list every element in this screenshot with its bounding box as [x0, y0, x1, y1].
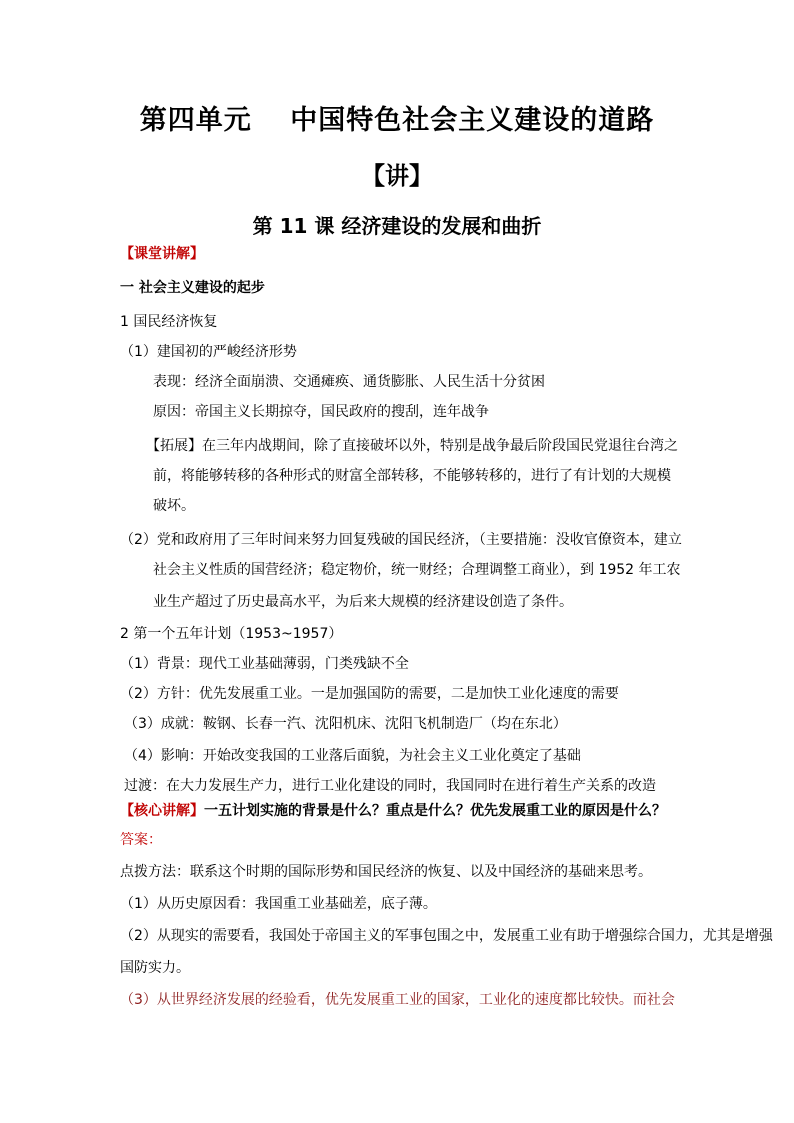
transition-text: 过渡：在大力发展生产力，进行工业化建设的同时，我国同时在进行着生产关系的改造 — [124, 778, 656, 794]
core-explanation-label: 【核心讲解】 — [120, 803, 204, 819]
item-recovery-measures-2: 社会主义性质的国营经济；稳定物价，统一财经；合理调整工商业），到 1952 年工农 — [153, 562, 681, 578]
answer-label: 答案： — [120, 832, 162, 848]
answer-3: （3）从世界经济发展的经验看，优先发展重工业的国家，工业化的速度都比较快。而社会 — [120, 992, 675, 1008]
core-question: 一五计划实施的背景是什么？重点是什么？优先发展重工业的原因是什么？ — [204, 803, 666, 819]
hint-method: 点拨方法：联系这个时期的国际形势和国民经济的恢复、以及中国经济的基础来思考。 — [120, 864, 652, 880]
extension-line-1: 【拓展】在三年内战期间，除了直接破坏以外，特别是战争最后阶段国民党退往台湾之 — [146, 438, 678, 454]
extension-line-2: 前，将能够转移的各种形式的财富全部转移，不能够转移的，进行了有计划的大规模 — [153, 468, 671, 484]
item-impact: （4）影响：开始改变我国的工业落后面貌，为社会主义工业化奠定了基础 — [124, 748, 581, 764]
class-explanation-label: 【课堂讲解】 — [120, 246, 204, 262]
unit-title: 第四单元 中国特色社会主义建设的道路 — [139, 105, 655, 136]
answer-2-line-2: 国防实力。 — [120, 960, 190, 976]
item-recovery-measures-1: （2）党和政府用了三年时间来努力回复残破的国民经济，（主要措施：没收官僚资本，建立 — [120, 532, 682, 548]
item-performance: 表现：经济全面崩溃、交通瘫痪、通货膨胀、人民生活十分贫困 — [153, 374, 545, 390]
sub-heading-recovery: 1 国民经济恢复 — [120, 314, 218, 330]
item-achievements: （3）成就：鞍钢、长春一汽、沈阳机床、沈阳飞机制造厂（均在东北） — [124, 716, 567, 732]
extension-line-3: 破坏。 — [153, 498, 195, 514]
answer-2-line-1: （2）从现实的需要看，我国处于帝国主义的军事包围之中，发展重工业有助于增强综合国力，尤其是增强 — [120, 928, 773, 944]
item-economic-situation: （1）建国初的严峻经济形势 — [120, 344, 297, 360]
answer-1: （1）从历史原因看：我国重工业基础差，底子薄。 — [120, 896, 437, 912]
item-recovery-measures-3: 业生产超过了历史最高水平，为后来大规模的经济建设创造了条件。 — [153, 594, 573, 610]
item-policy: （2）方针：优先发展重工业。一是加强国防的需要，二是加快工业化速度的需要 — [120, 686, 619, 702]
sub-heading-five-year-plan: 2 第一个五年计划（1953~1957） — [120, 626, 343, 642]
lesson-title: 第 11 课 经济建设的发展和曲折 — [252, 214, 542, 238]
section-tag: 【讲】 — [361, 162, 433, 190]
core-explanation — [120, 801, 666, 821]
item-background: （1）背景：现代工业基础薄弱，门类残缺不全 — [120, 656, 409, 672]
item-causes: 原因：帝国主义长期掠夺，国民政府的搜刮，连年战争 — [153, 404, 489, 420]
part1-heading: 一 社会主义建设的起步 — [120, 280, 265, 296]
